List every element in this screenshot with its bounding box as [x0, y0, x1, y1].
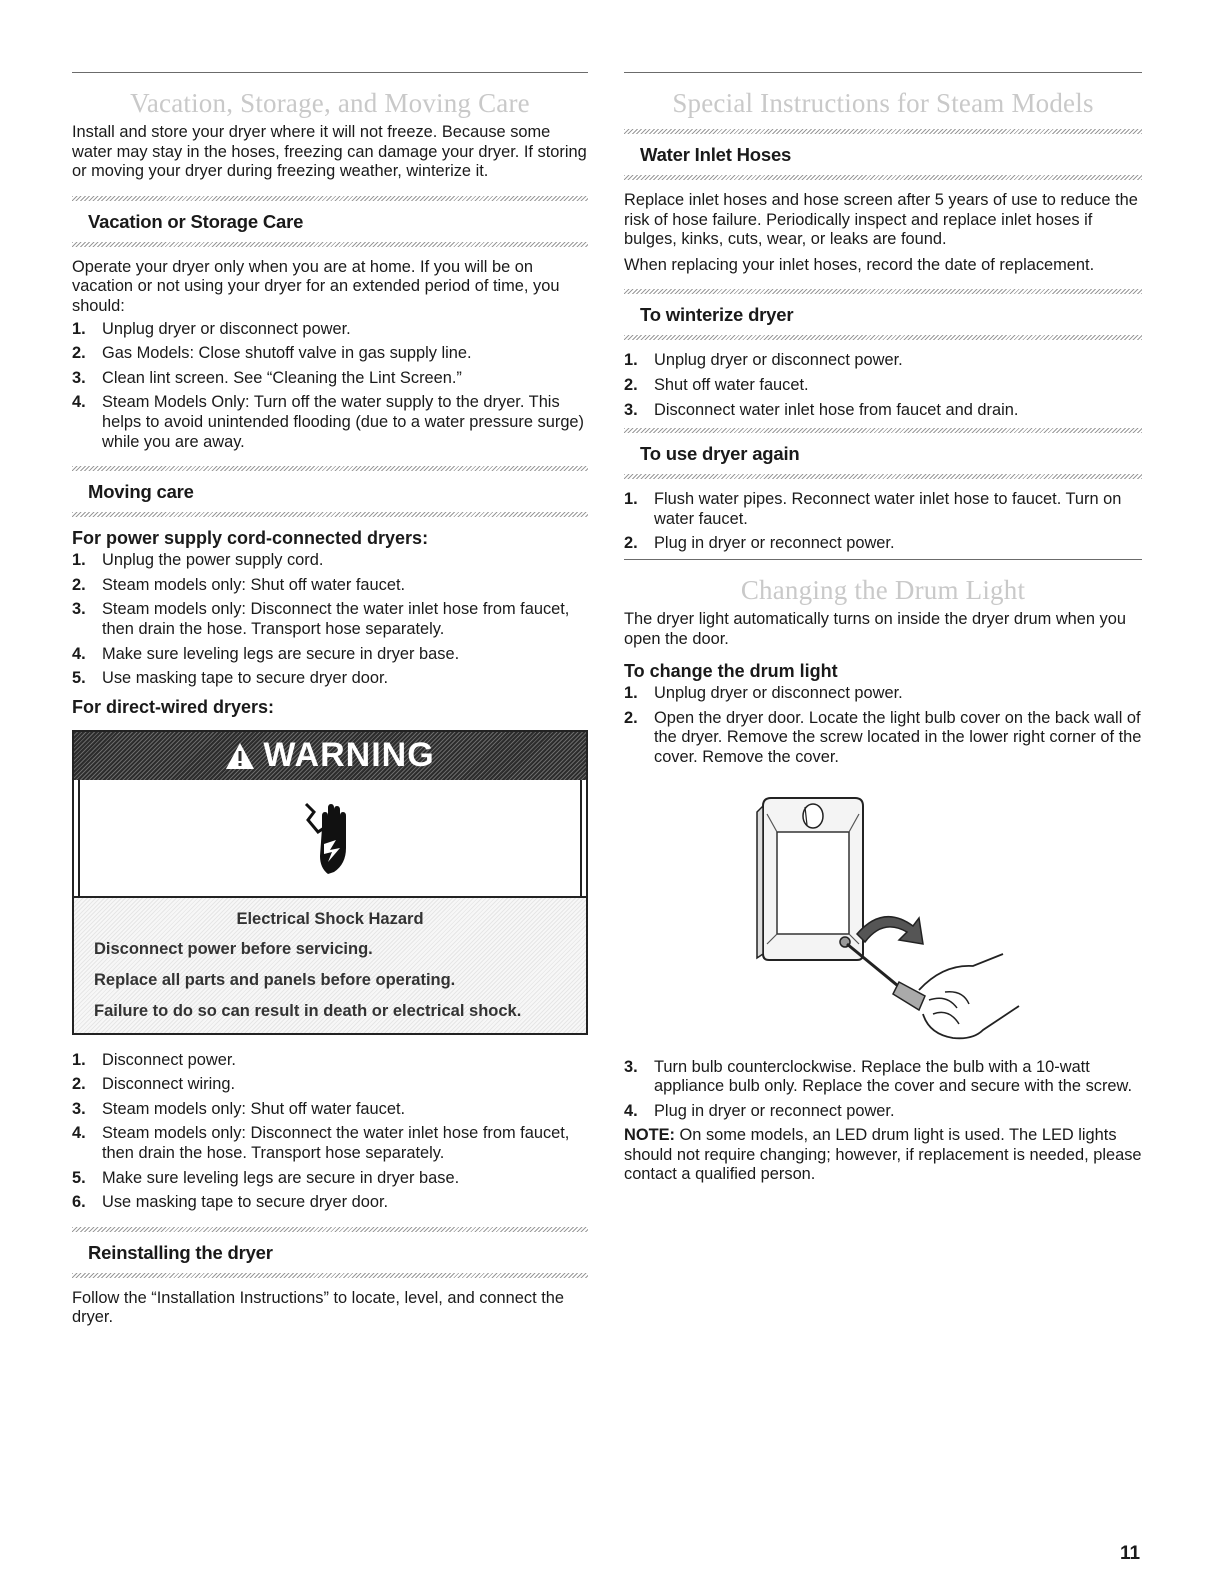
- use-again-steps: [624, 490, 1142, 554]
- bulb-cover-screwdriver-figure: [733, 794, 1033, 1044]
- warning-header: [74, 732, 586, 780]
- subhead-band: [624, 175, 1142, 180]
- right-column: [624, 72, 1142, 1188]
- drum-steps-b: [624, 1058, 1142, 1122]
- list-item: 3. Steam models only: Shut off water faucet.: [72, 1099, 406, 1118]
- subhead-reinstalling: Reinstalling the dryer: [88, 1241, 273, 1263]
- direct-wired-heading: For direct-wired dryers:: [72, 696, 275, 717]
- subhead-winterize: To winterize dryer: [640, 304, 794, 326]
- list-item: 2. Gas Models: Close shutoff valve in gas supply line.: [72, 344, 472, 363]
- list-item: 1. Unplug dryer or disconnect power.: [72, 319, 351, 338]
- subhead-band: [624, 129, 1142, 134]
- hoses-paragraph: Replace inlet hoses and hose screen after 5 years of use to reduce the risk of hose failure. Periodically inspect and replace inlet hoses if bulges, kinks, cuts, wear, or leaks are found.: [624, 191, 1138, 249]
- drum-steps-a: [624, 684, 1142, 767]
- drum-intro: The dryer light automatically turns on inside the dryer drum when you open the door.: [624, 609, 1126, 648]
- list-item: 5. Make sure leveling legs are secure in dryer base.: [72, 1168, 460, 1187]
- drum-light-illustration: [624, 794, 1142, 1044]
- list-item: 5. Use masking tape to secure dryer door.: [72, 669, 389, 688]
- note-text: On some models, an LED drum light is used. The LED lights should not require changing; however, if replacement is needed, please contact a qualified person.: [624, 1126, 1142, 1184]
- list-item: 1. Unplug dryer or disconnect power.: [624, 684, 903, 703]
- subhead-band: [72, 512, 588, 517]
- subhead-band: [624, 335, 1142, 340]
- subhead-vacation-storage: Vacation or Storage Care: [88, 210, 304, 232]
- drum-note: [624, 1126, 1142, 1185]
- list-item: 6. Use masking tape to secure dryer door.: [72, 1193, 389, 1212]
- list-item: 4. Make sure leveling legs are secure in dryer base.: [72, 644, 460, 663]
- winterize-steps: [624, 351, 1142, 420]
- subhead-band: [72, 242, 588, 247]
- drum-heading: To change the drum light: [624, 661, 838, 682]
- warning-title: WARNING: [263, 736, 435, 775]
- section-rule: [624, 72, 1142, 73]
- list-item: 4. Steam Models Only: Turn off the water supply to the dryer. This helps to avoid unintended flooding (due to a water pressure surge) while you are away.: [72, 393, 585, 451]
- left-column: [72, 72, 588, 1331]
- subhead-band: [72, 196, 588, 201]
- list-item: 1. Disconnect power.: [72, 1050, 236, 1069]
- list-item: 2. Disconnect wiring.: [72, 1075, 235, 1094]
- section-title-vacation: Vacation, Storage, and Moving Care: [130, 88, 530, 118]
- electrical-shock-hand-icon: [300, 798, 360, 878]
- list-item: 1. Unplug the power supply cord.: [72, 551, 324, 570]
- subhead-band: [72, 1227, 588, 1232]
- subhead-band: [624, 428, 1142, 433]
- section-title-steam: Special Instructions for Steam Models: [672, 88, 1094, 118]
- list-item: 1. Unplug dryer or disconnect power.: [624, 351, 903, 370]
- hazard-title: Electrical Shock Hazard: [236, 909, 424, 928]
- hoses-paragraph: When replacing your inlet hoses, record the date of replacement.: [624, 255, 1095, 274]
- subhead-band: [624, 289, 1142, 294]
- vacation-storage-intro: Operate your dryer only when you are at home. If you will be on vacation or not using your dryer for an extended period of time, you should:: [72, 257, 560, 315]
- note-label: NOTE:: [624, 1126, 675, 1145]
- section-title-drum-light: Changing the Drum Light: [740, 574, 1026, 605]
- list-item: 4. Steam models only: Disconnect the water inlet hose from faucet, then drain the hose. Transport hose separately.: [72, 1124, 570, 1163]
- subhead-band: [72, 1273, 588, 1278]
- vacation-intro: Install and store your dryer where it will not freeze. Because some water may stay in the hoses, freezing can damage your dryer. If storing or moving your dryer during freezing weather, winterize it.: [72, 123, 587, 181]
- reinstall-text: Follow the “Installation Instructions” to locate, level, and connect the dryer.: [72, 1288, 564, 1327]
- list-item: 3. Steam models only: Disconnect the water inlet hose from faucet, then drain the hose. Transport hose separately.: [72, 600, 570, 638]
- list-item: 2. Steam models only: Shut off water faucet.: [72, 575, 406, 594]
- subhead-band: [72, 466, 588, 471]
- warning-line: Failure to do so can result in death or electrical shock.: [94, 1001, 522, 1020]
- list-item: 4. Plug in dryer or reconnect power.: [624, 1101, 895, 1120]
- subhead-use-again: To use dryer again: [640, 443, 800, 465]
- vacation-steps: [72, 320, 588, 453]
- list-item: 3. Turn bulb counterclockwise. Replace the bulb with a 10-watt appliance bulb only. Replace the cover and secure with the screw.: [624, 1057, 1133, 1096]
- subhead-moving-care: Moving care: [88, 481, 194, 503]
- cord-connected-steps: [72, 551, 588, 689]
- section-rule: [72, 72, 588, 73]
- list-item: 1. Flush water pipes. Reconnect water inlet hose to faucet. Turn on water faucet.: [624, 490, 1122, 528]
- warning-text: [74, 896, 586, 1033]
- list-item: 2. Open the dryer door. Locate the light bulb cover on the back wall of the dryer. Remove the screw located in the lower right corner of the cover. Remove the cover.: [624, 708, 1142, 766]
- list-item: 3. Clean lint screen. See “Cleaning the Lint Screen.”: [72, 368, 462, 387]
- list-item: 2. Shut off water faucet.: [624, 375, 809, 394]
- subhead-water-inlet-hoses: Water Inlet Hoses: [640, 144, 792, 165]
- section-rule: [624, 559, 1142, 560]
- list-item: 3. Disconnect water inlet hose from faucet and drain.: [624, 400, 1019, 419]
- warning-line: Replace all parts and panels before operating.: [94, 970, 456, 989]
- page-number: 11: [1120, 1543, 1141, 1564]
- cord-connected-heading: For power supply cord-connected dryers:: [72, 528, 429, 549]
- list-item: 2. Plug in dryer or reconnect power.: [624, 534, 895, 553]
- subhead-band: [624, 474, 1142, 479]
- warning-line: Disconnect power before servicing.: [94, 939, 373, 958]
- warning-box: [72, 730, 588, 1035]
- direct-wired-steps: [72, 1051, 588, 1213]
- warning-triangle-icon: [225, 742, 255, 770]
